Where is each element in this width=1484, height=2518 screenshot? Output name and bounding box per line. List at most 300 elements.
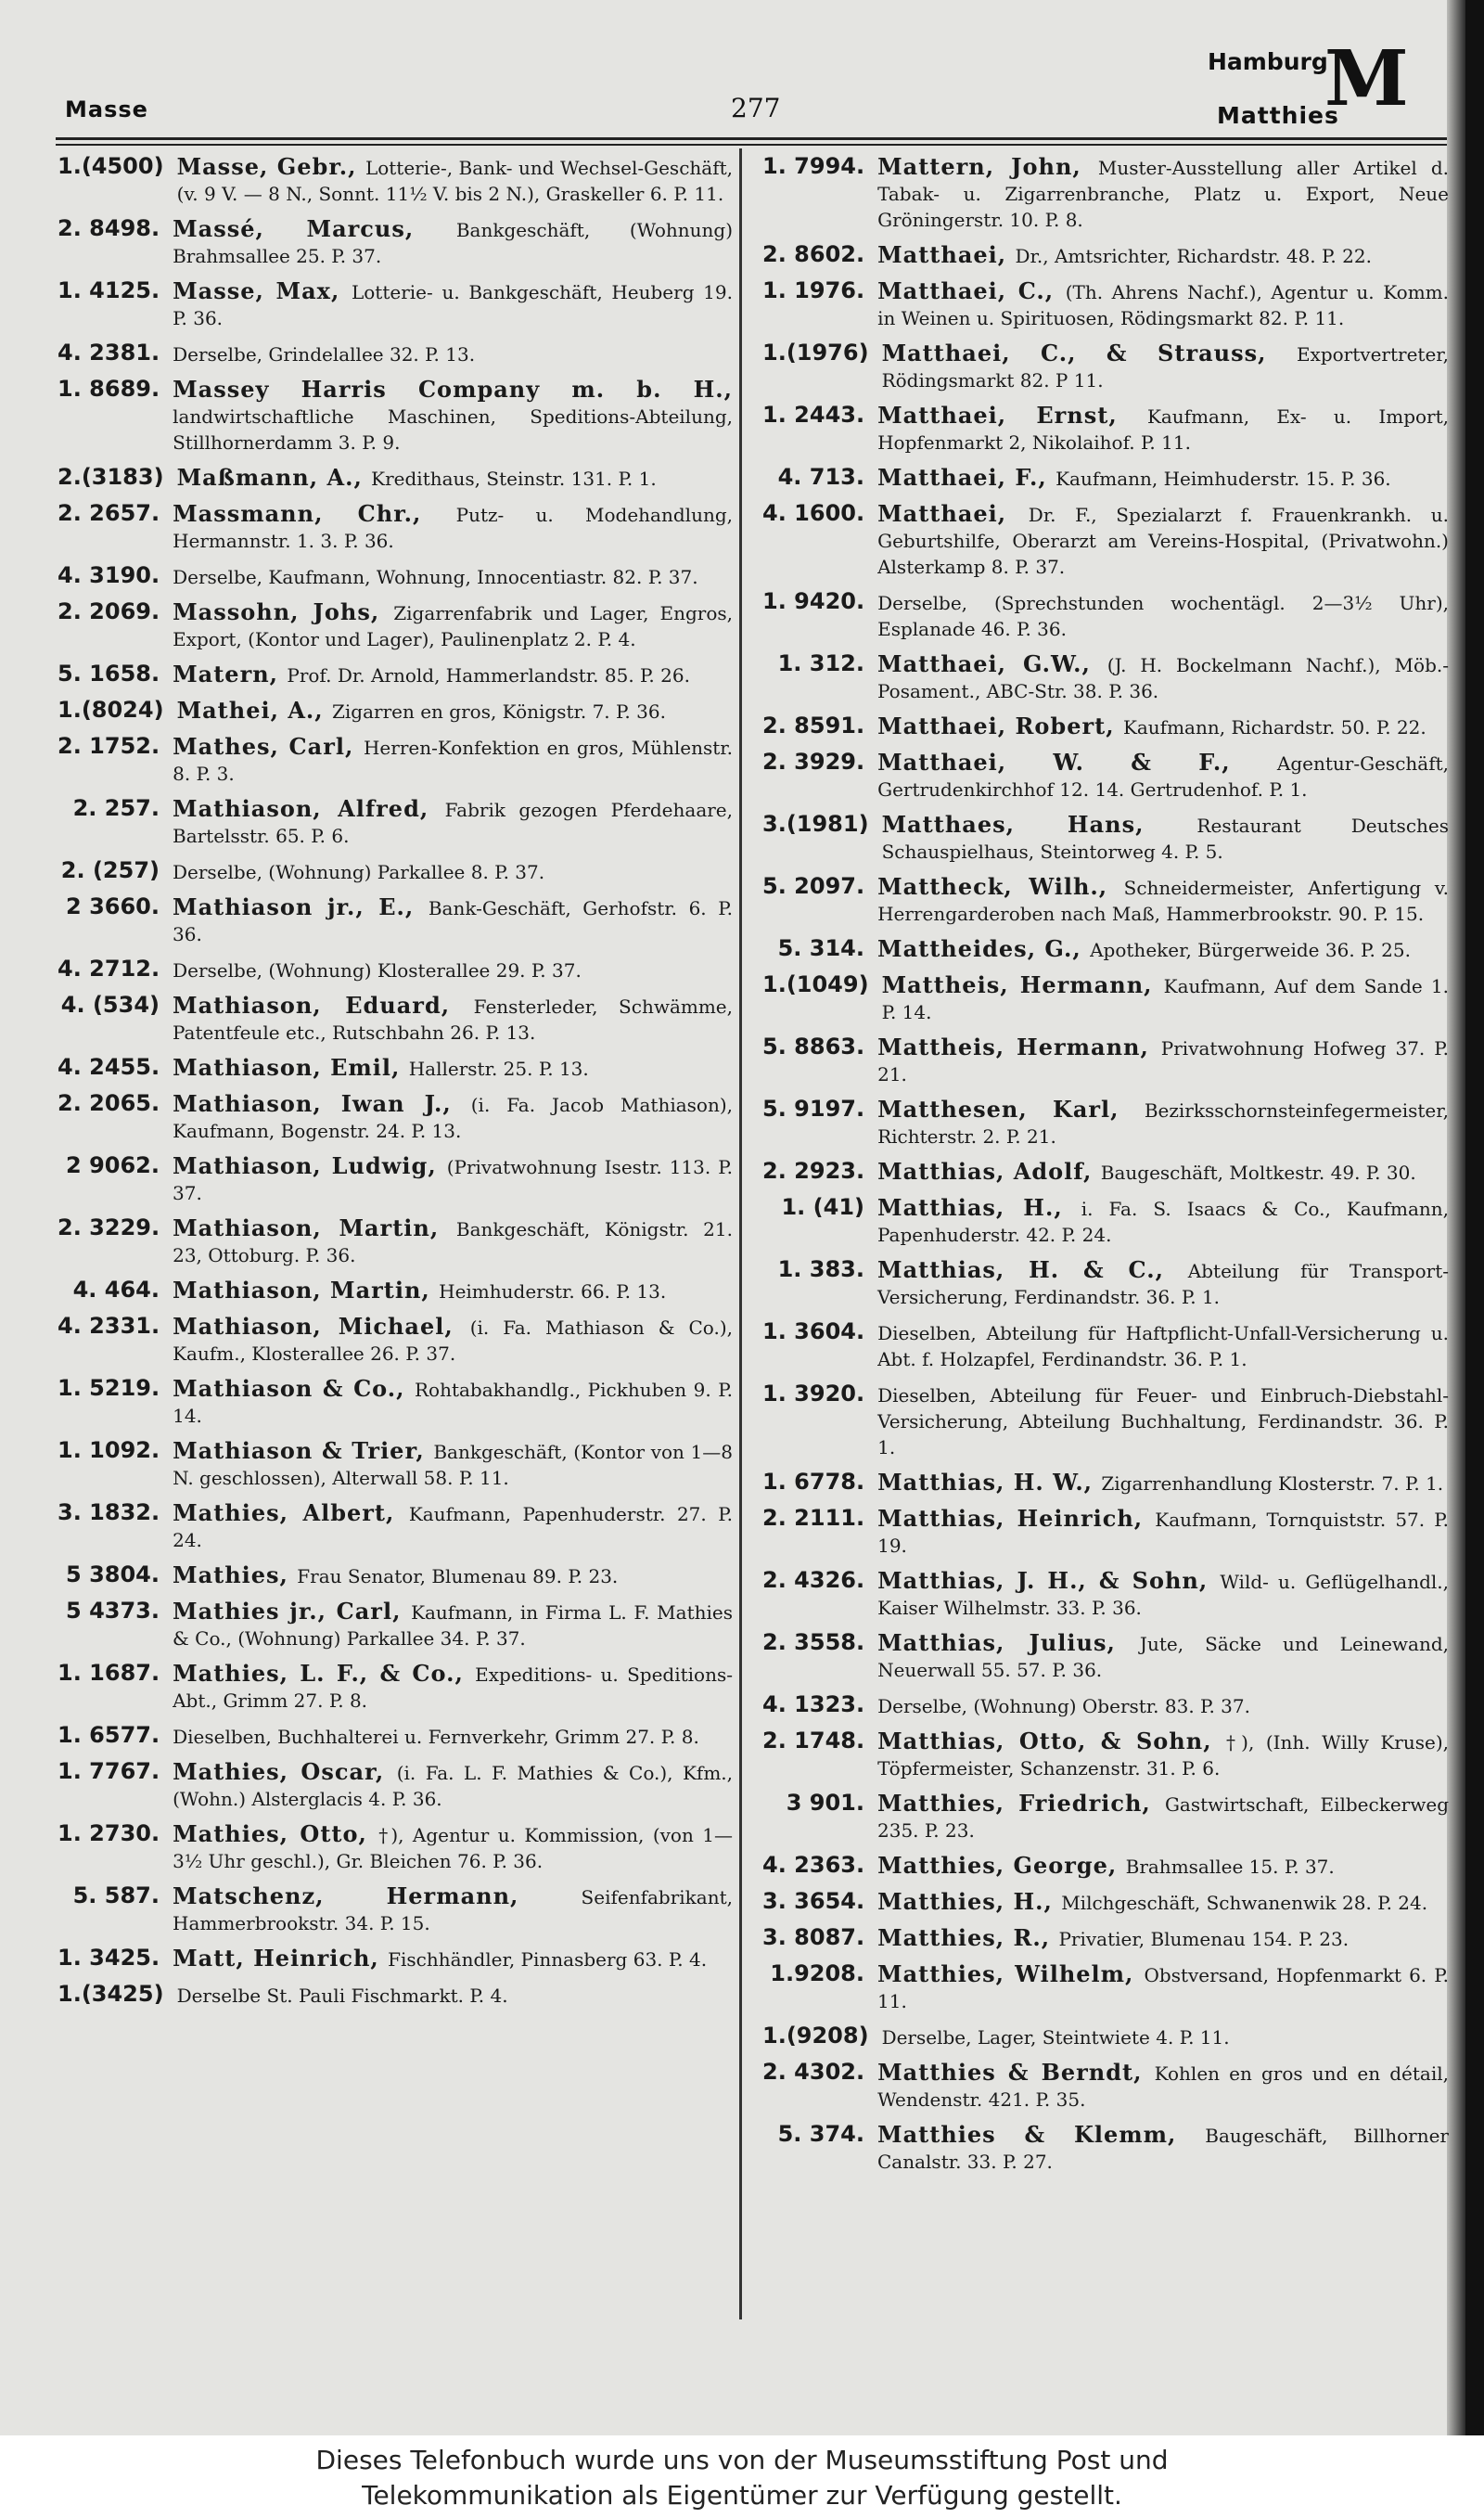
entry-name: Matthies, George, xyxy=(877,1852,1126,1879)
phone-number: 5 3804. xyxy=(66,1561,160,1587)
entry-body xyxy=(882,972,1449,1025)
entry-details: Kaufmann, Tornquiststr. 57. P. 19. xyxy=(877,1509,1449,1557)
phone-number: 5. 9197. xyxy=(762,1096,865,1122)
entry-body xyxy=(877,1470,1449,1497)
entry-body xyxy=(173,858,733,885)
entry-body xyxy=(173,1376,733,1429)
phone-number: 1.9208. xyxy=(770,1960,864,1986)
directory-entry xyxy=(762,1961,1449,2014)
phone-number: 4. 2381. xyxy=(58,340,160,366)
directory-entry xyxy=(58,278,733,331)
entry-body xyxy=(173,1215,733,1268)
entry-body xyxy=(877,465,1449,492)
phone-number: 1. 4125. xyxy=(58,277,160,303)
phone-number: 1. 6577. xyxy=(58,1722,160,1748)
entry-body xyxy=(177,698,733,725)
directory-entry xyxy=(762,242,1449,269)
phone-number: 1. 2730. xyxy=(58,1820,160,1846)
entry-body xyxy=(877,1961,1449,2014)
entry-body xyxy=(173,1500,733,1553)
directory-entry xyxy=(58,1883,733,1936)
phone-number: 2 3660. xyxy=(66,893,160,919)
directory-entry xyxy=(762,154,1449,233)
entry-details: (i. Fa. Jacob Mathiason), Kaufmann, Bogenstr. 24. P. 13. xyxy=(173,1094,733,1142)
phone-number: 1.(9208) xyxy=(762,2023,869,2049)
entry-body xyxy=(877,1728,1449,1781)
entry-name: Massmann, Chr., xyxy=(173,500,456,527)
phone-number: 2. 2923. xyxy=(762,1158,865,1184)
entry-details: (Privatwohnung Isestr. 113. P. 37. xyxy=(173,1156,733,1204)
directory-entry xyxy=(762,1034,1449,1087)
phone-number: 2. 2111. xyxy=(762,1505,865,1531)
directory-entry xyxy=(762,936,1449,963)
phone-number: 2. 3558. xyxy=(762,1629,865,1655)
entry-details: Kredithaus, Steinstr. 131. P. 1. xyxy=(371,468,657,490)
right-column xyxy=(762,154,1449,2184)
directory-entry xyxy=(58,1759,733,1812)
entry-details: Expeditions- u. Speditions-Abt., Grimm 27. P. 8. xyxy=(173,1664,733,1712)
phone-number: 1. 3920. xyxy=(762,1381,865,1407)
entry-details: Zigarrenfabrik und Lager, Engros, Export, (Kontor und Lager), Paulinenplatz 2. P. 4. xyxy=(173,602,733,650)
directory-entry xyxy=(58,734,733,787)
entry-body xyxy=(173,1278,733,1304)
header-first-entry: Masse xyxy=(65,96,148,122)
directory-entry xyxy=(762,2122,1449,2175)
phone-number: 4. (534) xyxy=(60,992,160,1018)
directory-entry xyxy=(58,563,733,590)
entry-name: Matthies, R., xyxy=(877,1924,1059,1951)
entry-body xyxy=(173,599,733,652)
entry-details: Putz- u. Modehandlung, Hermannstr. 1. 3. P. 36. xyxy=(173,504,733,552)
phone-number: 2 9062. xyxy=(66,1152,160,1178)
entry-body xyxy=(177,154,733,207)
entry-body xyxy=(877,1159,1449,1186)
phone-number: 5. 374. xyxy=(777,2121,864,2147)
phone-number: 1. 7994. xyxy=(762,153,865,179)
entry-name: Maßmann, A., xyxy=(176,464,372,491)
phone-number: 1.(3425) xyxy=(58,1981,164,2007)
entry-name: Matthaei, xyxy=(877,241,1016,268)
entry-name: Matern, xyxy=(173,661,288,687)
phone-number: 1. 2443. xyxy=(762,402,865,428)
phone-number: 1. 312. xyxy=(777,650,864,676)
entry-name: Matthias, H., xyxy=(877,1194,1081,1221)
header-rule-top xyxy=(56,137,1447,140)
phone-number: 2. 8498. xyxy=(58,215,160,241)
entry-name: Matthaes, Hans, xyxy=(881,811,1197,838)
page-edge-shadow xyxy=(1447,0,1465,2435)
directory-entry xyxy=(58,698,733,725)
entry-name: Mathiason & Trier, xyxy=(173,1437,434,1464)
entry-details: i. Fa. S. Isaacs & Co., Kaufmann, Papenhuderstr. 42. P. 24. xyxy=(877,1198,1449,1246)
entry-details: Lotterie- u. Bankgeschäft, Heuberg 19. P. 36. xyxy=(173,281,733,329)
entry-name: Matthies, Friedrich, xyxy=(877,1790,1165,1817)
entry-details: landwirtschaftliche Maschinen, Speditions-Abteilung, Stillhornerdamm 3. P. 9. xyxy=(173,405,733,454)
directory-entry xyxy=(762,972,1449,1025)
entry-body xyxy=(877,1034,1449,1087)
entry-body xyxy=(177,1982,733,2009)
entry-details: Bankgeschäft, (Wohnung) Brahmsallee 25. P. 37. xyxy=(173,219,734,267)
entry-name: Matthaei, W. & F., xyxy=(877,749,1277,776)
phone-number: 4. 1323. xyxy=(762,1691,865,1717)
entry-name: Mathes, Carl, xyxy=(173,733,364,760)
entry-name: Massey Harris Company m. b. H., xyxy=(173,376,733,403)
directory-entry xyxy=(762,1470,1449,1497)
entry-name: Mathiason, Martin, xyxy=(173,1277,440,1304)
entry-name: Matthias, Julius, xyxy=(877,1629,1140,1656)
phone-number: 4. 713. xyxy=(777,464,864,490)
directory-entry xyxy=(58,1055,733,1082)
entry-body xyxy=(877,278,1449,331)
entry-details: Kohlen en gros und en détail, Wendenstr. 421. P. 35. xyxy=(877,2062,1449,2111)
entry-name: Matthaei, C., & Strauss, xyxy=(881,340,1297,366)
entry-name: Mathiason jr., E., xyxy=(173,893,429,920)
directory-entry xyxy=(58,1821,733,1874)
entry-name: Matthies & Berndt, xyxy=(877,2059,1155,2086)
phone-number: 2. 2657. xyxy=(58,500,160,526)
directory-entry xyxy=(58,1562,733,1589)
entry-body xyxy=(877,1925,1449,1952)
directory-entry xyxy=(762,812,1449,865)
directory-entry xyxy=(58,1946,733,1972)
directory-entry xyxy=(762,465,1449,492)
entry-details: Derselbe, Grindelallee 32. P. 13. xyxy=(173,343,476,366)
directory-entry xyxy=(762,278,1449,331)
entry-body xyxy=(173,501,733,554)
phone-number: 1. 3604. xyxy=(762,1318,865,1344)
phone-number: 1. (41) xyxy=(781,1194,864,1220)
entry-body xyxy=(173,1153,733,1206)
phone-number: 1. 9420. xyxy=(762,588,865,614)
directory-entry xyxy=(762,1853,1449,1880)
phone-number: 1. 8689. xyxy=(58,376,160,402)
entry-body xyxy=(877,1568,1449,1621)
entry-name: Matt, Heinrich, xyxy=(173,1945,389,1972)
directory-entry xyxy=(58,662,733,688)
entry-details: Agentur-Geschäft, Gertrudenkirchhof 12. 14. Gertrudenhof. P. 1. xyxy=(877,752,1449,801)
entry-body xyxy=(173,894,733,947)
directory-entry xyxy=(762,2060,1449,2113)
entry-name: Mattheis, Hermann, xyxy=(881,971,1164,998)
directory-entry xyxy=(58,1500,733,1553)
directory-entry xyxy=(762,1257,1449,1310)
entry-details: Seifenfabrikant, Hammerbrookstr. 34. P. 15. xyxy=(173,1886,733,1934)
entry-name: Matthesen, Karl, xyxy=(877,1096,1145,1123)
phone-number: 2. 3229. xyxy=(58,1214,160,1240)
entry-details: Kaufmann, Heimhuderstr. 15. P. 36. xyxy=(1055,468,1391,490)
entry-details: Kaufmann, Richardstr. 50. P. 22. xyxy=(1122,716,1426,739)
column-divider xyxy=(739,148,742,2319)
phone-number: 2.(3183) xyxy=(58,464,164,490)
entry-body xyxy=(173,734,733,787)
directory-entry xyxy=(58,894,733,947)
entry-details: Lotterie-, Bank- und Wechsel-Geschäft, (v. 9 V. — 8 N., Sonnt. 11½ V. bis 2 N.), Graskeller 6. P. 11. xyxy=(176,157,733,205)
entry-name: Mathiason, Martin, xyxy=(173,1214,456,1241)
archive-credit-footer xyxy=(0,2435,1484,2518)
entry-body xyxy=(173,1091,733,1144)
entry-name: Matthaei, G.W., xyxy=(877,650,1107,677)
entry-body xyxy=(173,1946,733,1972)
entry-body xyxy=(173,1599,733,1651)
entry-body xyxy=(877,242,1449,269)
directory-entry xyxy=(762,589,1449,642)
directory-entry xyxy=(762,713,1449,740)
entry-body xyxy=(173,1661,733,1714)
entry-details: Fischhändler, Pinnasberg 63. P. 4. xyxy=(388,1948,708,1971)
directory-entry xyxy=(58,993,733,1046)
header-rule-bottom xyxy=(56,144,1447,146)
entry-body xyxy=(877,750,1449,803)
phone-number: 2. 8602. xyxy=(762,241,865,267)
entry-name: Mathiason, Michael, xyxy=(173,1313,470,1340)
entry-body xyxy=(877,1791,1449,1844)
entry-body xyxy=(173,216,733,269)
directory-entry xyxy=(58,1376,733,1429)
entry-details: Dieselben, Abteilung für Haftpflicht-Unfall-Versicherung u. Abt. f. Holzapfel, Ferdinandstr. 36. P. 1. xyxy=(877,1322,1449,1370)
entry-name: Mathies jr., Carl, xyxy=(173,1598,412,1625)
entry-name: Matthaei, xyxy=(877,500,1029,527)
entry-details: Hallerstr. 25. P. 13. xyxy=(408,1058,589,1080)
entry-details: Apotheker, Bürgerweide 36. P. 25. xyxy=(1090,939,1411,961)
phone-number: 1. 7767. xyxy=(58,1758,160,1784)
phone-number: 1. 3425. xyxy=(58,1945,160,1971)
directory-entry xyxy=(762,1195,1449,1248)
directory-entry xyxy=(58,1599,733,1651)
directory-entry xyxy=(762,1159,1449,1186)
entry-body xyxy=(173,563,733,590)
entry-body xyxy=(877,1630,1449,1683)
phone-number: 1.(4500) xyxy=(58,153,164,179)
footer-line-1: Dieses Telefonbuch wurde uns von der Museumsstiftung Post und xyxy=(315,2445,1169,2475)
directory-entry xyxy=(762,1568,1449,1621)
phone-number: 1.(1976) xyxy=(762,340,869,366)
entry-body xyxy=(173,1759,733,1812)
entry-body xyxy=(882,340,1449,393)
phone-number: 1. 6778. xyxy=(762,1469,865,1495)
directory-entry xyxy=(58,340,733,367)
entry-name: Mathies, Otto, xyxy=(173,1820,379,1847)
phone-number: 1.(1049) xyxy=(762,971,869,997)
entry-details: Kaufmann, Ex- u. Import, Hopfenmarkt 2, Nikolaihof. P. 11. xyxy=(877,405,1449,454)
phone-number: 1. 5219. xyxy=(58,1375,160,1401)
directory-entry xyxy=(58,1438,733,1491)
entry-body xyxy=(877,1692,1449,1719)
entry-details: (i. Fa. L. F. Mathies & Co.), Kfm., (Wohn.) Alsterglacis 4. P. 36. xyxy=(173,1762,733,1810)
directory-entry xyxy=(58,957,733,983)
entry-body xyxy=(173,1055,733,1082)
entry-body xyxy=(173,1723,733,1750)
phone-number: 2. (257) xyxy=(60,857,160,883)
entry-details: Bank-Geschäft, Gerhofstr. 6. P. 36. xyxy=(173,897,733,945)
directory-entry xyxy=(762,750,1449,803)
header-last-entry: Matthies xyxy=(1217,102,1339,129)
entry-details: Milchgeschäft, Schwanenwik 28. P. 24. xyxy=(1061,1892,1428,1914)
entry-details: Dieselben, Abteilung für Feuer- und Einbruch-Diebstahl-Versicherung, Abteilung Buchhaltung, Ferdinandstr. 36. P. 1. xyxy=(877,1384,1449,1458)
phone-number: 3 901. xyxy=(786,1790,864,1816)
phone-number: 3. 8087. xyxy=(762,1924,865,1950)
phone-number: 5. 314. xyxy=(777,935,864,961)
directory-entry xyxy=(58,1278,733,1304)
entry-name: Mathies, Oscar, xyxy=(173,1758,397,1785)
entry-details: Abteilung für Transport-Versicherung, Ferdinandstr. 36. P. 1. xyxy=(877,1260,1449,1308)
entry-details: Derselbe, Lager, Steintwiete 4. P. 11. xyxy=(881,2026,1230,2049)
entry-name: Mathiason, Ludwig, xyxy=(173,1152,447,1179)
entry-details: (J. H. Bockelmann Nachf.), Möb.-Posament., ABC-Str. 38. P. 36. xyxy=(877,654,1449,702)
entry-body xyxy=(877,154,1449,233)
directory-entry xyxy=(58,599,733,652)
directory-entry xyxy=(58,1723,733,1750)
directory-entry xyxy=(762,2023,1449,2050)
entry-body xyxy=(877,713,1449,740)
entry-details: Obstversand, Hopfenmarkt 6. P. 11. xyxy=(877,1964,1449,2012)
entry-body xyxy=(877,2060,1449,2113)
entry-body xyxy=(173,1314,733,1367)
entry-body xyxy=(173,377,733,456)
phone-number: 3.(1981) xyxy=(762,811,869,837)
directory-entry xyxy=(762,1791,1449,1844)
entry-name: Mattheck, Wilh., xyxy=(877,873,1124,900)
entry-name: Matthaei, C., xyxy=(877,277,1066,304)
entry-body xyxy=(173,278,733,331)
entry-details: Frau Senator, Blumenau 89. P. 23. xyxy=(297,1565,619,1587)
entry-name: Matthaei, F., xyxy=(877,464,1056,491)
phone-number: 2. 4302. xyxy=(762,2059,865,2085)
entry-name: Matthias, H. & C., xyxy=(877,1256,1188,1283)
entry-body xyxy=(173,340,733,367)
entry-details: Exportvertreter, Rödingsmarkt 82. P 11. xyxy=(881,343,1449,392)
entry-details: Dr., Amtsrichter, Richardstr. 48. P. 22. xyxy=(1015,245,1372,267)
entry-name: Matthies, Wilhelm, xyxy=(877,1960,1145,1987)
entry-name: Masse, Gebr., xyxy=(176,153,365,180)
entry-details: Rohtabakhandlg., Pickhuben 9. P. 14. xyxy=(173,1379,734,1427)
entry-body xyxy=(877,874,1449,927)
directory-entry xyxy=(58,216,733,269)
directory-entry xyxy=(762,1889,1449,1916)
phone-number: 1. 1976. xyxy=(762,277,865,303)
directory-entry xyxy=(58,1153,733,1206)
entry-body xyxy=(877,1097,1449,1150)
entry-body xyxy=(877,1319,1449,1372)
phone-number: 5 4373. xyxy=(66,1598,160,1624)
entry-name: Matthias, Adolf, xyxy=(877,1158,1101,1185)
entry-details: Schneidermeister, Anfertigung v. Herrengarderoben nach Maß, Hammerbrookstr. 90. P. 15. xyxy=(877,877,1449,925)
entry-details: Derselbe St. Pauli Fischmarkt. P. 4. xyxy=(176,1985,508,2007)
entry-name: Matthies & Klemm, xyxy=(877,2121,1206,2148)
directory-entry xyxy=(762,1319,1449,1372)
entry-body xyxy=(877,1195,1449,1248)
entry-details: Zigarren en gros, Königstr. 7. P. 36. xyxy=(332,700,666,723)
entry-body xyxy=(173,1438,733,1491)
entry-body xyxy=(877,1257,1449,1310)
directory-entry xyxy=(762,874,1449,927)
entry-name: Mathiason & Co., xyxy=(173,1375,415,1402)
entry-body xyxy=(882,2023,1449,2050)
directory-entry xyxy=(58,501,733,554)
phone-number: 1.(8024) xyxy=(58,697,164,723)
directory-entry xyxy=(762,651,1449,704)
entry-name: Mathies, L. F., & Co., xyxy=(173,1660,476,1687)
directory-entry xyxy=(58,1314,733,1367)
directory-entry xyxy=(762,1381,1449,1460)
phone-number: 4. 2363. xyxy=(762,1852,865,1878)
entry-details: Herren-Konfektion en gros, Mühlenstr. 8. P. 3. xyxy=(173,737,733,785)
entry-details: Jute, Säcke und Leinewand, Neuerwall 55. 57. P. 36. xyxy=(877,1633,1449,1681)
entry-body xyxy=(173,1883,733,1936)
phone-number: 5. 8863. xyxy=(762,1034,865,1060)
entry-details: †), (Inh. Willy Kruse), Töpfermeister, Schanzenstr. 31. P. 6. xyxy=(877,1731,1449,1779)
entry-details: †), Agentur u. Kommission, (von 1—3½ Uhr geschl.), Gr. Bleichen 76. P. 36. xyxy=(173,1824,733,1872)
entry-details: Baugeschäft, Billhorner Canalstr. 33. P. 27. xyxy=(877,2125,1449,2173)
entry-name: Mathiason, Emil, xyxy=(173,1054,409,1081)
entry-name: Mattern, John, xyxy=(877,153,1098,180)
footer-line-2: Telekommunikation als Eigentümer zur Verfügung gestellt. xyxy=(362,2480,1122,2511)
entry-name: Matthaei, Ernst, xyxy=(877,402,1147,429)
phone-number: 2. 257. xyxy=(72,795,160,821)
phone-number: 5. 2097. xyxy=(762,873,865,899)
directory-entry xyxy=(58,377,733,456)
entry-name: Matthias, Heinrich, xyxy=(877,1505,1156,1532)
left-column xyxy=(58,154,733,2018)
phone-number: 1. 1687. xyxy=(58,1660,160,1686)
entry-body xyxy=(173,957,733,983)
entry-name: Mathies, xyxy=(173,1561,298,1588)
entry-name: Mattheides, G., xyxy=(877,935,1091,962)
entry-name: Matschenz, Hermann, xyxy=(173,1882,582,1909)
page-number: 277 xyxy=(731,93,781,123)
entry-body xyxy=(877,651,1449,704)
directory-entry xyxy=(58,1982,733,2009)
entry-name: Massé, Marcus, xyxy=(173,215,456,242)
entry-body xyxy=(877,1889,1449,1916)
entry-body xyxy=(173,662,733,688)
phone-number: 3. 1832. xyxy=(58,1499,160,1525)
entry-details: Baugeschäft, Moltkestr. 49. P. 30. xyxy=(1100,1162,1416,1184)
entry-details: Derselbe, (Wohnung) Klosterallee 29. P. 37. xyxy=(173,959,582,982)
entry-details: Derselbe, (Wohnung) Oberstr. 83. P. 37. xyxy=(877,1695,1250,1717)
phone-number: 2. 1752. xyxy=(58,733,160,759)
entry-details: Derselbe, (Wohnung) Parkallee 8. P. 37. xyxy=(173,861,545,883)
entry-body xyxy=(877,403,1449,456)
phone-number: 4. 2712. xyxy=(58,956,160,982)
directory-entry xyxy=(58,796,733,849)
entry-body xyxy=(173,993,733,1046)
phone-number: 2. 4326. xyxy=(762,1567,865,1593)
entry-name: Mathei, A., xyxy=(176,697,332,724)
entry-name: Massohn, Johs, xyxy=(173,598,394,625)
phone-number: 4. 3190. xyxy=(58,562,160,588)
entry-details: (i. Fa. Mathiason & Co.), Kaufm., Klosterallee 26. P. 37. xyxy=(173,1317,733,1365)
phone-number: 4. 1600. xyxy=(762,500,865,526)
phone-number: 5. 587. xyxy=(72,1882,160,1908)
directory-entry xyxy=(762,1728,1449,1781)
directory-entry xyxy=(762,403,1449,456)
entry-body xyxy=(877,936,1449,963)
entry-body xyxy=(882,812,1449,865)
entry-details: Dieselben, Buchhalterei u. Fernverkehr, Grimm 27. P. 8. xyxy=(173,1726,699,1748)
phone-number: 4. 2455. xyxy=(58,1054,160,1080)
directory-entry xyxy=(58,1215,733,1268)
directory-entry xyxy=(762,340,1449,393)
phone-number: 2. 8591. xyxy=(762,713,865,739)
entry-details: Privatier, Blumenau 154. P. 23. xyxy=(1058,1928,1350,1950)
entry-details: Kaufmann, Auf dem Sande 1. P. 14. xyxy=(881,975,1449,1023)
directory-entry xyxy=(762,1925,1449,1952)
directory-entry xyxy=(762,1692,1449,1719)
phone-number: 1. 383. xyxy=(777,1256,864,1282)
directory-entry xyxy=(58,465,733,492)
header-city: Hamburg xyxy=(1208,48,1328,75)
entry-name: Matthies, H., xyxy=(877,1888,1062,1915)
